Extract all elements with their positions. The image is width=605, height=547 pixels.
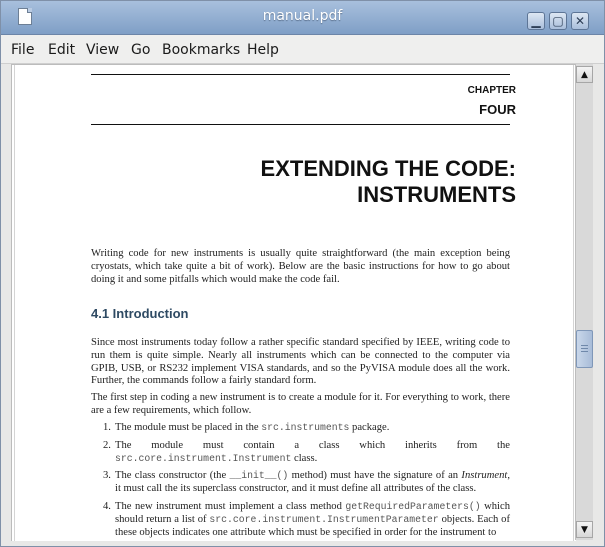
menu-edit[interactable]: Edit (48, 42, 76, 58)
menu-bar (1, 35, 604, 64)
paragraph-3: The first step in coding a new instrument is to create a module for it. For everything to work, there are a few requirements, which follow. (91, 392, 510, 416)
minimize-icon: ▁ (531, 14, 541, 28)
list-item: The class constructor (the __init__() method) must have the signature of an Instrument, it must call the its superclass constructor, and it must define all attributes of the class. (115, 470, 510, 494)
vertical-scrollbar[interactable] (575, 64, 593, 540)
intro-paragraph: Writing code for new instruments is usually quite straightforward (the main exception being cryostats, which take quite a bit of work). Below are the basic instructions for how to go about doing it and some pitfalls which would make the code fail. (91, 248, 510, 285)
list-item: The module must be placed in the src.instruments package. (115, 422, 390, 433)
pdf-page (14, 65, 574, 541)
list-number: 1. (103, 422, 111, 433)
scroll-up-button[interactable] (576, 66, 593, 83)
minimize-button[interactable] (527, 12, 545, 30)
list-number: 4. (103, 501, 111, 512)
chapter-number: FOUR (479, 102, 516, 117)
list-item: The new instrument must implement a class method getRequiredParameters() which should return a list of src.core.instrument.InstrumentParameter objects. Each of these objects indicates one attribute which must be specified in order for the instrument to (115, 501, 510, 538)
arrow-up-icon: ▲ (581, 69, 588, 80)
grip-line (581, 348, 588, 349)
scroll-down-button[interactable] (576, 521, 593, 538)
close-button[interactable] (571, 12, 589, 30)
title-bar[interactable] (1, 1, 604, 35)
document-viewport[interactable] (11, 64, 576, 541)
paragraph-2: Since most instruments today follow a rather specific standard specified by IEEE, writing code to run them is quite simple. Nearly all instruments which can be connected to the computer via GPIB, USB, or RS232 implement VISA standards, and so the PyVISA module does all the work. Further, the commands follow a fairly standard form. (91, 337, 510, 387)
chapter-title (261, 156, 516, 208)
menu-bookmarks[interactable]: Bookmarks (162, 42, 241, 58)
chapter-title-line1: EXTENDING THE CODE: (260, 156, 516, 181)
maximize-button[interactable] (549, 12, 567, 30)
list-number: 3. (103, 470, 111, 481)
section-heading: 4.1 Introduction (91, 306, 189, 321)
chapter-title-line2: INSTRUMENTS (357, 182, 516, 207)
close-icon: ✕ (574, 14, 586, 28)
grip-line (581, 351, 588, 352)
menu-view[interactable]: View (86, 42, 120, 58)
menu-help[interactable]: Help (247, 42, 279, 58)
list-number: 2. (103, 440, 111, 451)
window-title: manual.pdf (262, 8, 343, 24)
scroll-thumb[interactable] (576, 330, 593, 368)
menu-file[interactable]: File (11, 42, 35, 58)
maximize-icon: ▢ (552, 14, 564, 28)
header-rule-bottom (91, 124, 510, 125)
chapter-label: CHAPTER (467, 85, 516, 96)
arrow-down-icon: ▼ (581, 524, 588, 535)
header-rule-top (91, 74, 510, 75)
menu-go[interactable]: Go (131, 42, 151, 58)
list-item: The module must contain a class which inherits from the src.core.instrument.Instrument class. (115, 440, 510, 464)
grip-line (581, 345, 588, 346)
